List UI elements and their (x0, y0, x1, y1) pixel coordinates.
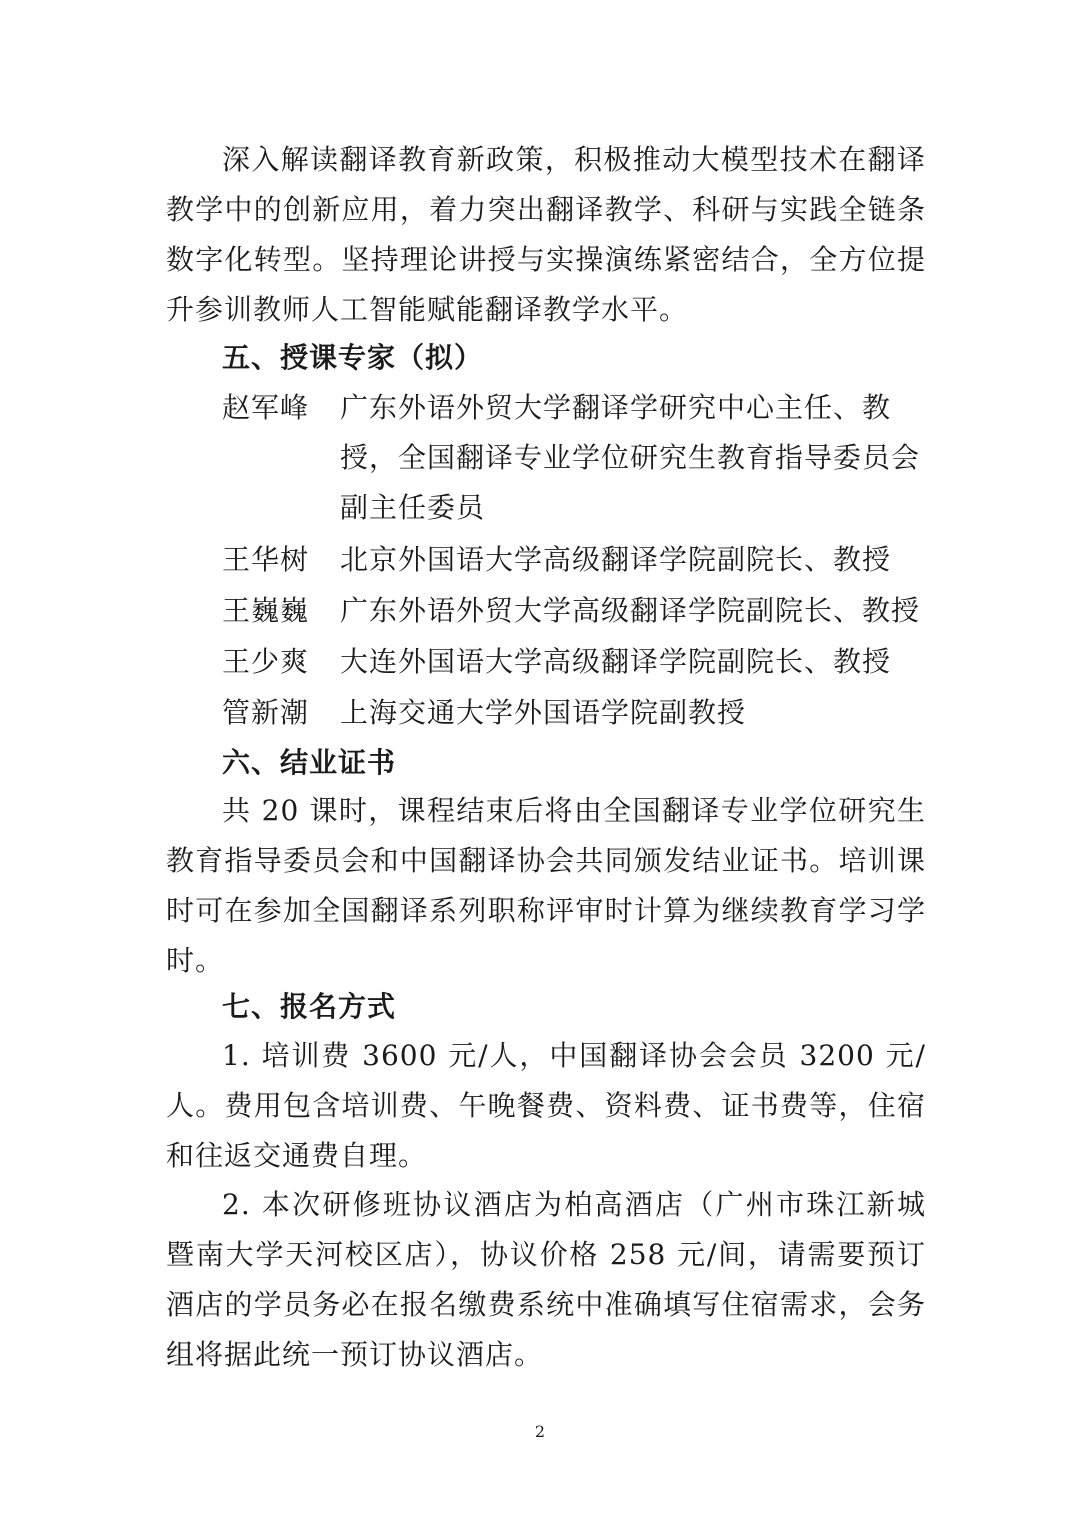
section-heading-certificate: 六、结业证书 (222, 746, 397, 779)
expert-name: 王巍巍 (222, 594, 310, 627)
expert-name: 王华树 (222, 543, 310, 576)
expert-description: 上海交通大学外国语学院副教授 (340, 696, 747, 729)
expert-entry (222, 383, 942, 533)
expert-description: 大连外国语大学高级翻译学院副院长、教授 (340, 645, 892, 678)
expert-name: 王少爽 (222, 645, 310, 678)
expert-name: 管新潮 (222, 696, 310, 729)
intro-paragraph: 深入解读翻译教育新政策，积极推动大模型技术在翻译教学中的创新应用，着力突出翻译教学、科研与实践全链条数字化转型。坚持理论讲授与实操演练紧密结合，全方位提升参训教师人工智能赋能翻译教学水平。 (166, 143, 926, 326)
expert-description: 广东外语外贸大学翻译学研究中心主任、教授，全国翻译专业学位研究生教育指导委员会副主任委员 (340, 391, 921, 524)
section-heading-experts: 五、授课专家（拟） (222, 341, 484, 374)
expert-entry (222, 637, 942, 687)
expert-description: 广东外语外贸大学高级翻译学院副院长、教授 (340, 594, 921, 627)
page-number: 2 (534, 1422, 546, 1441)
expert-name: 赵军峰 (222, 391, 310, 424)
expert-description: 北京外国语大学高级翻译学院副院长、教授 (340, 543, 892, 576)
expert-entry (222, 586, 942, 636)
section-heading-registration: 七、报名方式 (222, 990, 397, 1023)
expert-entry (222, 688, 942, 738)
registration-item-fee: 1. 培训费 3600 元/人，中国翻译协会会员 3200 元/人。费用包含培训费、午晚餐费、资料费、证书费等，住宿和往返交通费自理。 (166, 1039, 926, 1172)
expert-entry (222, 535, 942, 585)
registration-item-hotel: 2. 本次研修班协议酒店为柏高酒店（广州市珠江新城暨南大学天河校区店），协议价格 258 元/间，请需要预订酒店的学员务必在报名缴费系统中准确填写住宿需求，会务组将据此统一预订协议酒店。 (166, 1188, 926, 1371)
certificate-paragraph: 共 20 课时，课程结束后将由全国翻译专业学位研究生教育指导委员会和中国翻译协会共同颁发结业证书。培训课时可在参加全国翻译系列职称评审时计算为继续教育学习学时。 (166, 794, 926, 977)
